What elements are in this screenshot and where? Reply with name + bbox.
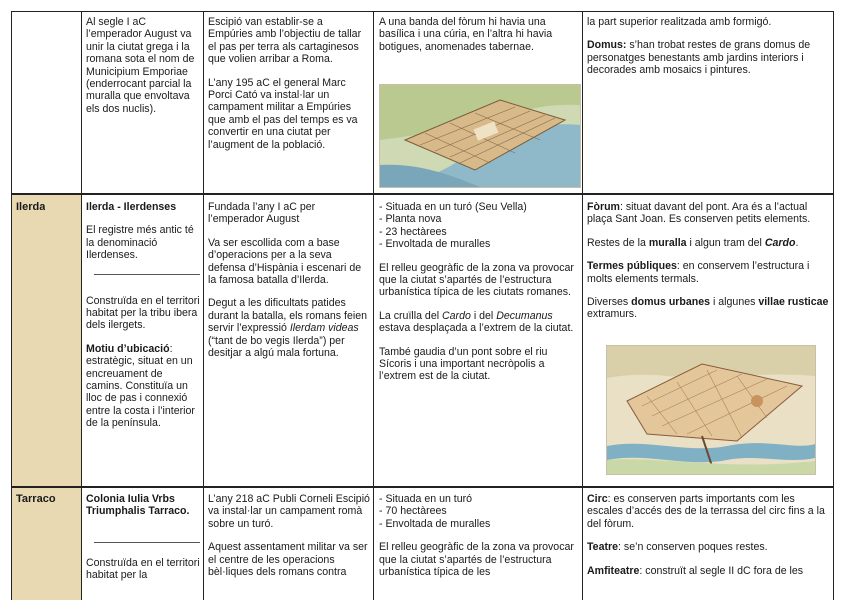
ilerda-name-p1: El registre més antic té la denominació Ilerdenses.: [86, 224, 194, 262]
col-border-1: [81, 11, 82, 600]
tarraco-name-p1: Construïda en el territori habitat per la: [86, 556, 200, 582]
tarraco-history-p2: Aquest assentament militar va ser el centre de les operacions bèl·liques dels romans contra: [208, 541, 368, 579]
row-header-cell-ilerda: [12, 195, 81, 486]
ilerda-name-title: Ilerda - Ilerdenses: [86, 201, 177, 213]
ilerda-col-remains: [587, 201, 830, 332]
ilerda-col-urbanism: [379, 201, 579, 394]
ilerda-city-illustration: [606, 345, 816, 475]
ilerda-history-p3: [208, 297, 370, 359]
ilerda-list-item: - Envoltada de muralles: [379, 238, 491, 251]
intro-remains-p1: la part superior realitzada amb formigó.: [587, 16, 772, 28]
ilerda-urbanism-cardo: Cardo: [442, 309, 471, 322]
intro-col-municipium: [86, 16, 200, 126]
ilerda-muralla-c: .: [795, 236, 799, 249]
intro-col-urbanism: [379, 16, 579, 64]
ilerda-forum-text: : situat davant del pont. Ara és a l’actual plaça Sant Joan. Es conserven petits elements.: [587, 201, 811, 226]
table-top-border: [11, 11, 833, 12]
ilerda-termes-text: : en conservem l’estructura i molts elements termals.: [587, 260, 810, 285]
col-border-4: [582, 11, 583, 600]
ilerda-urbanism-p2-c: estava desplaçada a l’extrem de la ciutat.: [379, 322, 574, 335]
ilerda-urbanism-p2: [379, 310, 579, 335]
ilerda-termes-label: Termes públiques: [587, 260, 677, 273]
intro-foundation-p2: L’any 195 aC el general Marc Porci Cató va instal·lar un campament militar a Empúries que amb el pas del temps es va convertir en una ciutat per l’augment de la població.: [208, 76, 358, 151]
row-divider-ilerda: [11, 193, 833, 195]
tarraco-circ-text: : es conserven parts importants com les escales d’accés des de la terrassa del circ fins a la del fòrum.: [587, 493, 825, 530]
ilerda-domus-paragraph: [587, 296, 830, 321]
ilerda-col-history: [208, 201, 370, 370]
tarraco-col-urbanism: [379, 493, 579, 589]
ilerda-name-separator: [94, 274, 200, 275]
tarraco-col-name: [86, 493, 200, 593]
tarraco-name-title: Colonia Iulia Vrbs Triumphalis Tarraco.: [86, 493, 190, 518]
col-border-5: [833, 11, 834, 600]
ilerda-domus-label: domus urbanes: [631, 296, 711, 309]
ilerda-history-p1: Fundada l’any I aC per l’emperador August: [208, 201, 316, 226]
tarraco-col-history: [208, 493, 370, 589]
tarraco-urbanism-list: [379, 493, 579, 530]
emporiae-city-illustration-svg: [380, 85, 580, 187]
ilerda-city-illustration-svg: [607, 346, 815, 474]
tarraco-amfi-paragraph: [587, 565, 830, 577]
ilerda-motiu-label: Motiu d’ubicació: [86, 342, 170, 355]
intro-urbanism-text: A una banda del fòrum hi havia una basílica i una cúria, en l’altra hi havia botigues, anomenades tabernae.: [379, 16, 553, 53]
col-border-3: [373, 11, 374, 600]
ilerda-urbanism-p3: També gaudia d’un pont sobre el riu Sícoris i una important necròpolis a l’extrem est de la ciutat.: [379, 345, 548, 383]
ilerda-domus-a: Diverses: [587, 296, 632, 309]
intro-municipium-text: Al segle I aC l’emperador August va unir la ciutat grega i la romana sota el nom de Municipium Emporiae (enderrocant parcial la muralla que envoltava els dos nuclis).: [86, 16, 195, 115]
row-label-ilerda: Ilerda: [16, 201, 46, 213]
ilerda-domus-c: extramurs.: [587, 308, 638, 321]
col-border-0: [11, 11, 12, 600]
ilerda-cardo-label: Cardo: [764, 236, 796, 249]
ilerda-list-item: - 23 hectàrees: [379, 225, 447, 238]
ilerda-forum-paragraph: [587, 201, 830, 226]
ilerda-urbanism-p1: El relleu geogràfic de la zona va provocar que la ciutat s’apartés de l’estructura urbanística típica de les ciutats romanes.: [379, 261, 574, 299]
ilerda-history-p2: Va ser escollida com a base d’operacions per a la seva defensa d’Hispània i escenari de la famosa batalla d’Ilerda.: [208, 236, 362, 287]
intro-domus-paragraph: [587, 39, 830, 76]
ilerda-history-p3-b: (“tant de bo vegis Ilerda”) per desitjar a algú mala fortuna.: [208, 334, 345, 360]
row-divider-tarraco: [11, 486, 833, 488]
ilerda-muralla-a: Restes de la: [587, 236, 649, 249]
col-border-2: [203, 11, 204, 600]
tarraco-amfi-text: : construït al segle II dC fora de les: [639, 564, 804, 577]
intro-domus-label: Domus:: [587, 39, 627, 52]
tarraco-name-separator: [94, 542, 200, 543]
ilerda-urbanism-decumanus: Decumanus: [496, 309, 553, 322]
ilerda-name-p2: Construïda en el territori habitat per la tribu ibera dels ilergets.: [86, 294, 200, 332]
tarraco-list-item: - Envoltada de muralles: [379, 517, 491, 530]
tarraco-teatre-paragraph: [587, 541, 830, 553]
tarraco-col-remains: [587, 493, 830, 588]
ilerda-muralla-b: i algun tram del: [686, 236, 765, 249]
ilerda-urbanism-list: [379, 201, 579, 251]
ilerda-motiu-paragraph: [86, 343, 200, 430]
tarraco-circ-label: Circ: [587, 493, 608, 505]
ilerda-villae-label: villae rusticae: [758, 296, 829, 309]
ilerda-domus-b: i algunes: [710, 296, 759, 309]
intro-domus-text: s’han trobat restes de grans domus de personatges benestants amb jardins interiors i decorades amb mosaics i pintures.: [587, 39, 811, 77]
tarraco-circ-paragraph: [587, 493, 830, 530]
ilerda-list-item: - Situada en un turó (Seu Vella): [379, 201, 527, 213]
ilerda-history-p3-latin: Ilerdam videas: [289, 322, 359, 335]
ilerda-termes-paragraph: [587, 260, 830, 285]
tarraco-list-item: - Situada en un turó: [379, 493, 473, 505]
ilerda-forum-label: Fòrum: [587, 201, 620, 213]
intro-col-remains: [587, 16, 830, 88]
ilerda-urbanism-p2-a: La cruïlla del: [379, 309, 443, 322]
tarraco-urbanism-p1: El relleu geogràfic de la zona va provocar que la ciutat s’apartés de l’estructura urbanística típica de les: [379, 541, 574, 579]
tarraco-teatre-text: : se’n conserven poques restes.: [618, 541, 768, 554]
tarraco-amfi-label: Amfiteatre: [587, 564, 640, 577]
intro-foundation-p1: Escipió van establir-se a Empúries amb l’objectiu de tallar el pas per terra als cartaginesos que volien arribar a Roma.: [208, 16, 362, 66]
tarraco-teatre-label: Teatre: [587, 541, 619, 554]
ilerda-col-name: [86, 201, 200, 441]
ilerda-history-p3-a: Degut a les dificultats patides durant la batalla, els romans feien servir l’expressió: [208, 297, 367, 335]
intro-col-foundation: [208, 16, 370, 162]
tarraco-history-p1: L’any 218 aC Publi Corneli Escipió va instal·lar un campament romà sobre un turó.: [208, 493, 370, 530]
ilerda-urbanism-p2-b: i del: [470, 309, 497, 322]
ilerda-muralla-paragraph: [587, 237, 830, 249]
ilerda-list-item: - Planta nova: [379, 213, 442, 226]
tarraco-list-item: - 70 hectàrees: [379, 505, 447, 518]
ilerda-muralla-label: muralla: [648, 236, 687, 249]
row-label-tarraco: Tarraco: [16, 493, 56, 505]
emporiae-city-illustration: [379, 84, 581, 188]
ilerda-motiu-text: : estratègic, situat en un encreuament de camins. Constituïa un lloc de pas i connexió entre la costa i l’interior de la península.: [86, 342, 195, 430]
